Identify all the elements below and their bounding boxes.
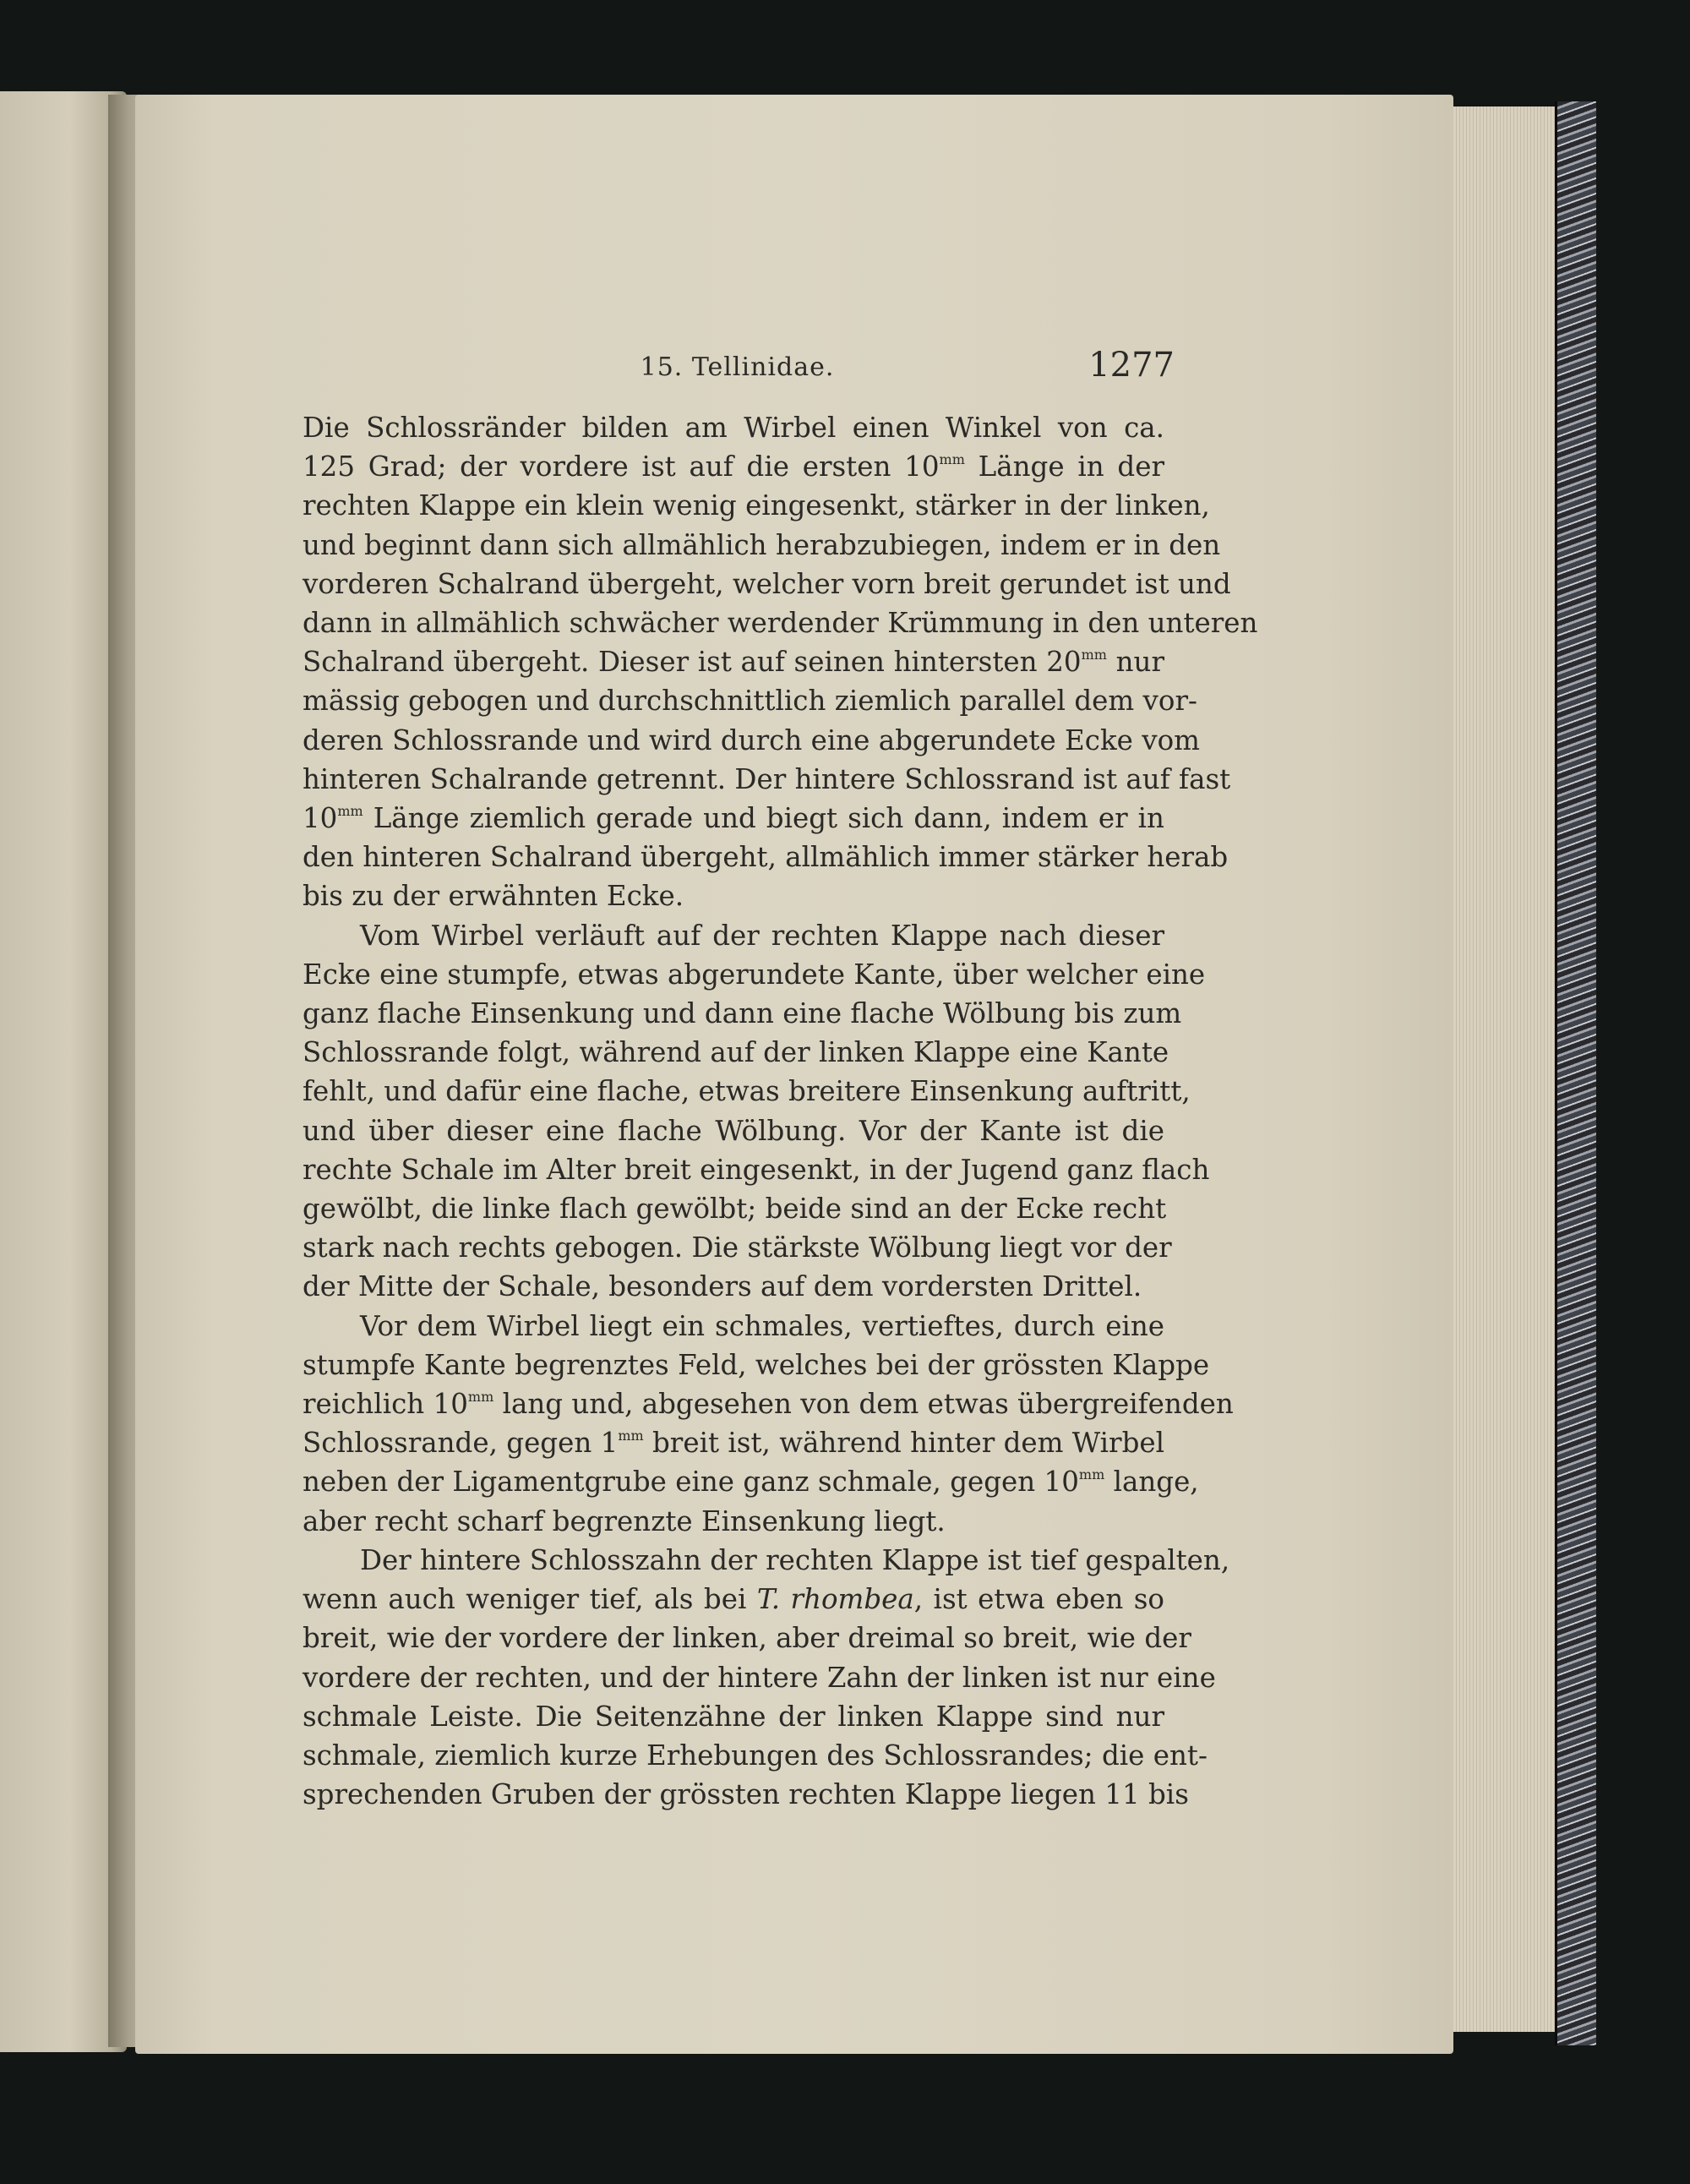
running-head [300,342,1175,393]
text-line: stumpfe Kante begrenztes Feld, welches bei der grössten Klappe [303,1348,1210,1381]
taxon-name: T. rhombea [756,1583,914,1616]
paragraph [303,1541,1230,1814]
text-line: Der hintere Schlosszahn der rechten Klappe ist tief gespalten, [360,1543,1230,1576]
text-line: gewölbt, die linke flach gewölbt; beide sind an der Ecke recht [303,1193,1167,1226]
unit-superscript: mm [939,451,965,468]
text-line: bis zu der erwähnten Ecke. [303,880,684,913]
text-line: vorderen Schalrand übergeht, welcher vorn breit gerundet ist und [303,567,1231,600]
text-line: stark nach rechts gebogen. Die stärkste Wölbung liegt vor der [303,1231,1172,1264]
text-line: mässig gebogen und durchschnittlich ziemlich parallel dem vor- [303,685,1197,718]
text-line: Schlossrande folgt, während auf der linken Klappe eine Kante [303,1036,1169,1069]
text-line: aber recht scharf begrenzte Einsenkung liegt. [303,1504,946,1537]
text-line: schmale, ziemlich kurze Erhebungen des Schlossrandes; die ent- [303,1739,1208,1772]
paragraph [303,408,1258,916]
book-cover-edge [1555,101,1596,2045]
text-line: Schalrand übergeht. Dieser ist auf seinen hintersten $20^{mm}$ nur [303,646,1164,679]
text-line: sprechenden Gruben der grössten rechten Klappe liegen 11 bis [303,1778,1189,1811]
text-line: vordere der rechten, und der hintere Zahn der linken ist nur eine [303,1661,1216,1694]
unit-superscript: mm [467,1389,494,1406]
text-line: schmale Leiste. Die Seitenzähne der linken Klappe sind nur [303,1700,1164,1733]
text-line: Vom Wirbel verläuft auf der rechten Klappe nach dieser [360,919,1164,952]
text-line: neben der Ligamentgrube eine ganz schmale, gegen $10^{mm}$ lange, [303,1466,1199,1499]
text-line: 125 Grad; der vordere ist auf die ersten $10^{mm}$ Länge in der [303,450,1164,483]
text-line: den hinteren Schalrand übergeht, allmählich immer stärker herab [303,841,1229,874]
text-line: Die Schlossränder bilden am Wirbel einen Winkel von ca. [303,412,1164,444]
text-line: und über dieser eine flache Wölbung. Vor der Kante ist die [303,1114,1164,1147]
text-line: $10^{mm}$ Länge ziemlich gerade und biegt sich dann, indem er in [303,802,1164,835]
text-line: fehlt, und dafür eine flache, etwas breitere Einsenkung auftritt, [303,1075,1191,1108]
text-line: Vor dem Wirbel liegt ein schmales, vertieftes, durch eine [360,1309,1164,1342]
text-line: breit, wie der vordere der linken, aber dreimal so breit, wie der [303,1622,1191,1655]
text-line: wenn auch weniger tief, als bei T. rhombea, ist etwa eben so [303,1583,1164,1616]
text-line: reichlich $10^{mm}$ lang und, abgesehen von dem etwas übergreifenden [303,1388,1234,1421]
text-line: Schlossrande, gegen $1^{mm}$ breit ist, während hinter dem Wirbel [303,1427,1164,1460]
paragraph [303,1307,1234,1541]
text-line: hinteren Schalrande getrennt. Der hintere Schlossrand ist auf fast [303,762,1231,795]
text-line: der Mitte der Schale, besonders auf dem vordersten Drittel. [303,1270,1142,1303]
page-block-edge [1436,106,1562,2032]
paragraph [303,916,1210,1307]
text-line: rechten Klappe ein klein wenig eingesenkt, stärker in der linken, [303,489,1210,522]
text-line: dann in allmählich schwächer werdender Krümmung in den unteren [303,607,1258,640]
unit-superscript: mm [618,1428,644,1444]
unit-superscript: mm [1078,1466,1105,1483]
text-line: ganz flache Einsenkung und dann eine flache Wölbung bis zum [303,997,1182,1030]
section-title: 15. Tellinidae. [640,352,835,382]
text-line: und beginnt dann sich allmählich herabzubiegen, indem er in den [303,528,1221,561]
text-line: rechte Schale im Alter breit eingesenkt, in der Jugend ganz flach [303,1153,1210,1186]
unit-superscript: mm [1081,647,1107,663]
text-line: deren Schlossrande und wird durch eine abgerundete Ecke vom [303,723,1200,756]
body-text [303,408,1258,1814]
unit-superscript: mm [337,803,363,820]
page-number: 1277 [1088,346,1175,385]
text-line: Ecke eine stumpfe, etwas abgerundete Kante, über welcher eine [303,958,1206,991]
